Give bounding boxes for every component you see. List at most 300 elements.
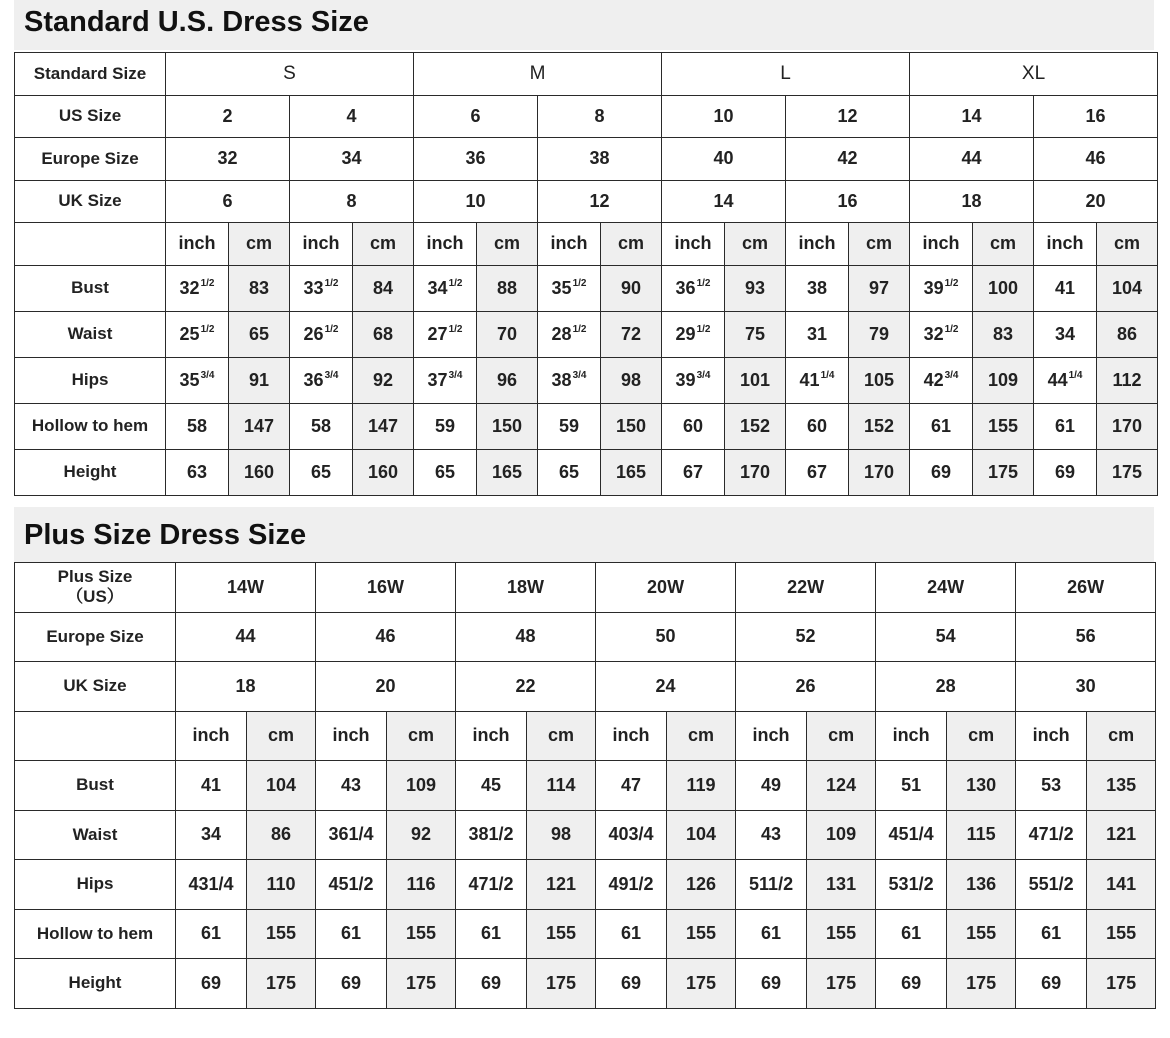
size-group-cell: S bbox=[166, 53, 414, 96]
unit-inch-header: inch bbox=[176, 711, 247, 761]
cm-value-cell: 155 bbox=[807, 909, 876, 959]
unit-inch-header: inch bbox=[910, 223, 973, 266]
cm-value-cell: 92 bbox=[353, 357, 414, 403]
cm-value-cell: 91 bbox=[229, 357, 290, 403]
cm-value-cell: 135 bbox=[1087, 761, 1156, 811]
unit-inch-header: inch bbox=[414, 223, 477, 266]
cm-value-cell: 152 bbox=[725, 403, 786, 449]
inch-value-cell: 45 bbox=[456, 761, 527, 811]
inch-whole: 34 bbox=[427, 277, 448, 298]
size-value-cell: 14 bbox=[662, 180, 786, 223]
inch-value-cell bbox=[1034, 357, 1097, 403]
inch-whole: 61 bbox=[931, 415, 952, 436]
unit-cm-header: cm bbox=[725, 223, 786, 266]
inch-value-cell bbox=[538, 311, 601, 357]
inch-value-cell: 551/2 bbox=[1016, 860, 1087, 910]
row-europe-size bbox=[15, 612, 1156, 662]
cm-value-cell: 150 bbox=[477, 403, 538, 449]
plus-size-cell: 26W bbox=[1016, 563, 1156, 613]
inch-value-cell bbox=[910, 357, 973, 403]
inch-value-cell bbox=[414, 265, 477, 311]
cm-value-cell: 97 bbox=[849, 265, 910, 311]
inch-whole: 59 bbox=[434, 415, 456, 436]
cm-value-cell: 170 bbox=[849, 449, 910, 495]
inch-fraction: 3/4 bbox=[572, 369, 587, 381]
cm-value-cell: 131 bbox=[807, 860, 876, 910]
inch-whole: 32 bbox=[923, 323, 944, 344]
inch-value-cell: 61 bbox=[456, 909, 527, 959]
unit-cm-header: cm bbox=[247, 711, 316, 761]
cm-value-cell: 155 bbox=[247, 909, 316, 959]
unit-inch-header: inch bbox=[456, 711, 527, 761]
cm-value-cell: 165 bbox=[601, 449, 662, 495]
inch-value-cell: 61 bbox=[596, 909, 667, 959]
size-value-cell: 44 bbox=[910, 138, 1034, 181]
inch-value-cell: 491/2 bbox=[596, 860, 667, 910]
cm-value-cell: 88 bbox=[477, 265, 538, 311]
inch-value-cell: 69 bbox=[596, 959, 667, 1009]
inch-whole: 67 bbox=[683, 461, 704, 482]
size-value-cell: 10 bbox=[414, 180, 538, 223]
inch-value-cell: 61 bbox=[316, 909, 387, 959]
unit-cm-header: cm bbox=[1097, 223, 1158, 266]
inch-value-cell: 403/4 bbox=[596, 810, 667, 860]
row-label: Height bbox=[15, 959, 176, 1009]
inch-value-cell bbox=[290, 449, 353, 495]
inch-whole: 67 bbox=[807, 461, 828, 482]
size-value-cell: 12 bbox=[786, 95, 910, 138]
size-value-cell: 16 bbox=[786, 180, 910, 223]
inch-value-cell bbox=[662, 311, 725, 357]
row-label: Bust bbox=[15, 761, 176, 811]
cm-value-cell: 165 bbox=[477, 449, 538, 495]
inch-whole: 65 bbox=[558, 461, 580, 482]
size-value-cell: 36 bbox=[414, 138, 538, 181]
empty-label-cell bbox=[15, 711, 176, 761]
cm-value-cell: 114 bbox=[527, 761, 596, 811]
row-hips bbox=[15, 860, 1156, 910]
unit-inch-header: inch bbox=[736, 711, 807, 761]
inch-whole: 29 bbox=[675, 323, 696, 344]
inch-fraction: 1/4 bbox=[1068, 369, 1083, 381]
cm-value-cell: 109 bbox=[387, 761, 456, 811]
size-value-cell: 32 bbox=[166, 138, 290, 181]
size-value-cell: 26 bbox=[736, 662, 876, 712]
inch-whole: 63 bbox=[186, 461, 208, 482]
cm-value-cell: 175 bbox=[667, 959, 736, 1009]
standard-size-table bbox=[14, 52, 1158, 496]
size-value-cell: 4 bbox=[290, 95, 414, 138]
unit-cm-header: cm bbox=[527, 711, 596, 761]
inch-fraction: 3/4 bbox=[944, 369, 959, 381]
size-value-cell: 2 bbox=[166, 95, 290, 138]
inch-whole: 32 bbox=[179, 277, 200, 298]
size-value-cell: 8 bbox=[538, 95, 662, 138]
size-value-cell: 30 bbox=[1016, 662, 1156, 712]
inch-fraction: 1/4 bbox=[820, 369, 835, 381]
row-hollow-to-hem bbox=[15, 403, 1158, 449]
inch-value-cell: 69 bbox=[736, 959, 807, 1009]
cm-value-cell: 155 bbox=[667, 909, 736, 959]
inch-value-cell bbox=[538, 357, 601, 403]
inch-value-cell bbox=[166, 265, 229, 311]
inch-value-cell: 471/2 bbox=[456, 860, 527, 910]
size-value-cell: 16 bbox=[1034, 95, 1158, 138]
row-us-size bbox=[15, 95, 1158, 138]
cm-value-cell: 141 bbox=[1087, 860, 1156, 910]
inch-value-cell bbox=[662, 403, 725, 449]
inch-fraction: 3/4 bbox=[324, 369, 339, 381]
inch-fraction: 1/2 bbox=[572, 323, 587, 335]
inch-whole: 58 bbox=[186, 415, 208, 436]
inch-value-cell bbox=[538, 403, 601, 449]
standard-size-title: Standard U.S. Dress Size bbox=[24, 6, 369, 38]
inch-whole: 39 bbox=[923, 277, 944, 298]
size-value-cell: 40 bbox=[662, 138, 786, 181]
cm-value-cell: 119 bbox=[667, 761, 736, 811]
cm-value-cell: 175 bbox=[527, 959, 596, 1009]
size-value-cell: 20 bbox=[1034, 180, 1158, 223]
cm-value-cell: 116 bbox=[387, 860, 456, 910]
size-value-cell: 42 bbox=[786, 138, 910, 181]
inch-whole: 60 bbox=[683, 415, 704, 436]
cm-value-cell: 86 bbox=[1097, 311, 1158, 357]
unit-cm-header: cm bbox=[1087, 711, 1156, 761]
row-label: UK Size bbox=[15, 180, 166, 223]
cm-value-cell: 175 bbox=[1097, 449, 1158, 495]
inch-whole: 35 bbox=[179, 369, 200, 390]
row-label: Europe Size bbox=[15, 612, 176, 662]
size-group-cell: M bbox=[414, 53, 662, 96]
cm-value-cell: 84 bbox=[353, 265, 414, 311]
inch-fraction: 1/2 bbox=[572, 277, 587, 289]
plus-size-title: Plus Size Dress Size bbox=[24, 519, 307, 551]
cm-value-cell: 155 bbox=[387, 909, 456, 959]
size-value-cell: 18 bbox=[176, 662, 316, 712]
inch-whole: 65 bbox=[434, 461, 456, 482]
cm-value-cell: 72 bbox=[601, 311, 662, 357]
row-uk-size bbox=[15, 180, 1158, 223]
inch-value-cell bbox=[166, 403, 229, 449]
size-value-cell: 20 bbox=[316, 662, 456, 712]
cm-value-cell: 83 bbox=[973, 311, 1034, 357]
size-value-cell: 38 bbox=[538, 138, 662, 181]
plus-size-cell: 18W bbox=[456, 563, 596, 613]
inch-whole: 36 bbox=[675, 277, 696, 298]
inch-whole: 36 bbox=[303, 369, 324, 390]
cm-value-cell: 79 bbox=[849, 311, 910, 357]
cm-value-cell: 147 bbox=[229, 403, 290, 449]
inch-value-cell bbox=[414, 403, 477, 449]
cm-value-cell: 86 bbox=[247, 810, 316, 860]
inch-value-cell: 431/4 bbox=[176, 860, 247, 910]
inch-value-cell: 69 bbox=[1016, 959, 1087, 1009]
inch-fraction: 1/2 bbox=[696, 277, 711, 289]
row-waist bbox=[15, 810, 1156, 860]
row-height bbox=[15, 449, 1158, 495]
row-label bbox=[15, 563, 176, 613]
inch-value-cell: 51 bbox=[876, 761, 947, 811]
inch-fraction: 1/2 bbox=[944, 277, 959, 289]
inch-fraction: 1/2 bbox=[448, 277, 463, 289]
row-uk-size bbox=[15, 662, 1156, 712]
size-value-cell: 54 bbox=[876, 612, 1016, 662]
inch-value-cell: 53 bbox=[1016, 761, 1087, 811]
row-label: US Size bbox=[15, 95, 166, 138]
cm-value-cell: 115 bbox=[947, 810, 1016, 860]
cm-value-cell: 160 bbox=[229, 449, 290, 495]
cm-value-cell: 150 bbox=[601, 403, 662, 449]
cm-value-cell: 170 bbox=[1097, 403, 1158, 449]
cm-value-cell: 104 bbox=[247, 761, 316, 811]
inch-whole: 28 bbox=[551, 323, 572, 344]
inch-value-cell bbox=[786, 403, 849, 449]
row-label: Hips bbox=[15, 860, 176, 910]
cm-value-cell: 121 bbox=[1087, 810, 1156, 860]
unit-cm-header: cm bbox=[387, 711, 456, 761]
inch-whole: 39 bbox=[675, 369, 696, 390]
cm-value-cell: 112 bbox=[1097, 357, 1158, 403]
inch-value-cell bbox=[538, 265, 601, 311]
unit-inch-header: inch bbox=[662, 223, 725, 266]
unit-cm-header: cm bbox=[973, 223, 1034, 266]
row-europe-size bbox=[15, 138, 1158, 181]
inch-value-cell: 471/2 bbox=[1016, 810, 1087, 860]
cm-value-cell: 160 bbox=[353, 449, 414, 495]
size-value-cell: 28 bbox=[876, 662, 1016, 712]
unit-cm-header: cm bbox=[667, 711, 736, 761]
unit-cm-header: cm bbox=[477, 223, 538, 266]
inch-whole: 25 bbox=[179, 323, 200, 344]
inch-value-cell: 69 bbox=[456, 959, 527, 1009]
cm-value-cell: 175 bbox=[807, 959, 876, 1009]
cm-value-cell: 121 bbox=[527, 860, 596, 910]
inch-fraction: 3/4 bbox=[696, 369, 711, 381]
row-units bbox=[15, 223, 1158, 266]
size-value-cell: 10 bbox=[662, 95, 786, 138]
unit-cm-header: cm bbox=[601, 223, 662, 266]
inch-value-cell bbox=[290, 403, 353, 449]
inch-whole: 38 bbox=[807, 277, 828, 298]
inch-value-cell bbox=[1034, 311, 1097, 357]
cm-value-cell: 83 bbox=[229, 265, 290, 311]
inch-value-cell bbox=[786, 265, 849, 311]
inch-value-cell bbox=[290, 265, 353, 311]
cm-value-cell: 175 bbox=[947, 959, 1016, 1009]
cm-value-cell: 124 bbox=[807, 761, 876, 811]
plus-size-cell: 14W bbox=[176, 563, 316, 613]
unit-inch-header: inch bbox=[1016, 711, 1087, 761]
inch-whole: 69 bbox=[931, 461, 952, 482]
inch-fraction: 1/2 bbox=[448, 323, 463, 335]
plus-size-cell: 24W bbox=[876, 563, 1016, 613]
cm-value-cell: 155 bbox=[947, 909, 1016, 959]
unit-cm-header: cm bbox=[229, 223, 290, 266]
inch-fraction: 1/2 bbox=[696, 323, 711, 335]
row-bust bbox=[15, 265, 1158, 311]
cm-value-cell: 75 bbox=[725, 311, 786, 357]
inch-value-cell: 47 bbox=[596, 761, 667, 811]
inch-value-cell bbox=[414, 357, 477, 403]
cm-value-cell: 100 bbox=[973, 265, 1034, 311]
size-value-cell: 46 bbox=[316, 612, 456, 662]
inch-value-cell: 61 bbox=[1016, 909, 1087, 959]
inch-value-cell bbox=[662, 357, 725, 403]
size-value-cell: 34 bbox=[290, 138, 414, 181]
standard-title-band bbox=[14, 0, 1154, 50]
unit-inch-header: inch bbox=[596, 711, 667, 761]
unit-inch-header: inch bbox=[538, 223, 601, 266]
inch-value-cell bbox=[786, 357, 849, 403]
row-label: Europe Size bbox=[15, 138, 166, 181]
cm-value-cell: 175 bbox=[247, 959, 316, 1009]
inch-value-cell: 69 bbox=[876, 959, 947, 1009]
cm-value-cell: 170 bbox=[725, 449, 786, 495]
cm-value-cell: 126 bbox=[667, 860, 736, 910]
inch-value-cell: 69 bbox=[316, 959, 387, 1009]
inch-whole: 61 bbox=[1055, 415, 1076, 436]
plus-size-cell: 16W bbox=[316, 563, 456, 613]
size-group-cell: L bbox=[662, 53, 910, 96]
inch-value-cell bbox=[414, 311, 477, 357]
plus-size-table bbox=[14, 562, 1156, 1009]
size-value-cell: 6 bbox=[414, 95, 538, 138]
row-hollow-to-hem bbox=[15, 909, 1156, 959]
cm-value-cell: 109 bbox=[973, 357, 1034, 403]
inch-whole: 34 bbox=[1055, 323, 1076, 344]
inch-fraction: 1/2 bbox=[200, 323, 215, 335]
cm-value-cell: 130 bbox=[947, 761, 1016, 811]
row-label: UK Size bbox=[15, 662, 176, 712]
inch-fraction: 1/2 bbox=[944, 323, 959, 335]
inch-value-cell bbox=[290, 357, 353, 403]
size-value-cell: 44 bbox=[176, 612, 316, 662]
row-plus-size bbox=[15, 563, 1156, 613]
inch-whole: 42 bbox=[923, 369, 944, 390]
inch-value-cell: 61 bbox=[736, 909, 807, 959]
size-value-cell: 18 bbox=[910, 180, 1034, 223]
inch-value-cell bbox=[166, 311, 229, 357]
inch-value-cell: 61 bbox=[876, 909, 947, 959]
cm-value-cell: 175 bbox=[1087, 959, 1156, 1009]
inch-fraction: 1/2 bbox=[324, 277, 339, 289]
inch-whole: 59 bbox=[558, 415, 580, 436]
inch-whole: 27 bbox=[427, 323, 448, 344]
inch-value-cell bbox=[166, 449, 229, 495]
unit-inch-header: inch bbox=[786, 223, 849, 266]
inch-value-cell bbox=[662, 449, 725, 495]
inch-whole: 60 bbox=[807, 415, 828, 436]
unit-cm-header: cm bbox=[947, 711, 1016, 761]
cm-value-cell: 147 bbox=[353, 403, 414, 449]
size-value-cell: 12 bbox=[538, 180, 662, 223]
cm-value-cell: 155 bbox=[973, 403, 1034, 449]
row-label: Hollow to hem bbox=[15, 403, 166, 449]
size-value-cell: 48 bbox=[456, 612, 596, 662]
inch-whole: 41 bbox=[1055, 277, 1076, 298]
inch-value-cell bbox=[538, 449, 601, 495]
row-bust bbox=[15, 761, 1156, 811]
row-label: Hips bbox=[15, 357, 166, 403]
unit-cm-header: cm bbox=[807, 711, 876, 761]
size-value-cell: 8 bbox=[290, 180, 414, 223]
row-standard-size bbox=[15, 53, 1158, 96]
plus-size-label-region: （US） bbox=[66, 587, 124, 607]
inch-value-cell bbox=[786, 449, 849, 495]
size-value-cell: 56 bbox=[1016, 612, 1156, 662]
cm-value-cell: 152 bbox=[849, 403, 910, 449]
inch-value-cell bbox=[1034, 265, 1097, 311]
inch-value-cell: 531/2 bbox=[876, 860, 947, 910]
row-label: Bust bbox=[15, 265, 166, 311]
size-value-cell: 24 bbox=[596, 662, 736, 712]
cm-value-cell: 175 bbox=[973, 449, 1034, 495]
inch-value-cell: 41 bbox=[176, 761, 247, 811]
inch-value-cell bbox=[414, 449, 477, 495]
inch-value-cell: 451/4 bbox=[876, 810, 947, 860]
cm-value-cell: 155 bbox=[527, 909, 596, 959]
inch-value-cell: 511/2 bbox=[736, 860, 807, 910]
cm-value-cell: 90 bbox=[601, 265, 662, 311]
row-label: Hollow to hem bbox=[15, 909, 176, 959]
cm-value-cell: 104 bbox=[667, 810, 736, 860]
inch-value-cell bbox=[662, 265, 725, 311]
inch-fraction: 3/4 bbox=[448, 369, 463, 381]
plus-title-band bbox=[14, 507, 1154, 562]
inch-value-cell: 361/4 bbox=[316, 810, 387, 860]
inch-value-cell: 451/2 bbox=[316, 860, 387, 910]
size-value-cell: 6 bbox=[166, 180, 290, 223]
inch-value-cell bbox=[1034, 449, 1097, 495]
plus-size-cell: 22W bbox=[736, 563, 876, 613]
inch-value-cell: 34 bbox=[176, 810, 247, 860]
inch-whole: 69 bbox=[1055, 461, 1076, 482]
inch-whole: 26 bbox=[303, 323, 324, 344]
cm-value-cell: 110 bbox=[247, 860, 316, 910]
row-hips bbox=[15, 357, 1158, 403]
inch-whole: 58 bbox=[310, 415, 332, 436]
inch-value-cell bbox=[910, 449, 973, 495]
unit-inch-header: inch bbox=[876, 711, 947, 761]
cm-value-cell: 65 bbox=[229, 311, 290, 357]
inch-whole: 35 bbox=[551, 277, 572, 298]
cm-value-cell: 92 bbox=[387, 810, 456, 860]
cm-value-cell: 109 bbox=[807, 810, 876, 860]
inch-value-cell: 43 bbox=[316, 761, 387, 811]
unit-cm-header: cm bbox=[353, 223, 414, 266]
cm-value-cell: 136 bbox=[947, 860, 1016, 910]
unit-inch-header: inch bbox=[316, 711, 387, 761]
cm-value-cell: 68 bbox=[353, 311, 414, 357]
row-label: Waist bbox=[15, 311, 166, 357]
row-waist bbox=[15, 311, 1158, 357]
cm-value-cell: 175 bbox=[387, 959, 456, 1009]
unit-inch-header: inch bbox=[166, 223, 229, 266]
row-label: Standard Size bbox=[15, 53, 166, 96]
size-value-cell: 46 bbox=[1034, 138, 1158, 181]
cm-value-cell: 96 bbox=[477, 357, 538, 403]
inch-whole: 65 bbox=[310, 461, 332, 482]
inch-whole: 41 bbox=[799, 369, 820, 390]
cm-value-cell: 93 bbox=[725, 265, 786, 311]
cm-value-cell: 155 bbox=[1087, 909, 1156, 959]
empty-label-cell bbox=[15, 223, 166, 266]
unit-inch-header: inch bbox=[1034, 223, 1097, 266]
inch-value-cell: 61 bbox=[176, 909, 247, 959]
size-value-cell: 52 bbox=[736, 612, 876, 662]
row-units bbox=[15, 711, 1156, 761]
inch-whole: 31 bbox=[807, 323, 828, 344]
